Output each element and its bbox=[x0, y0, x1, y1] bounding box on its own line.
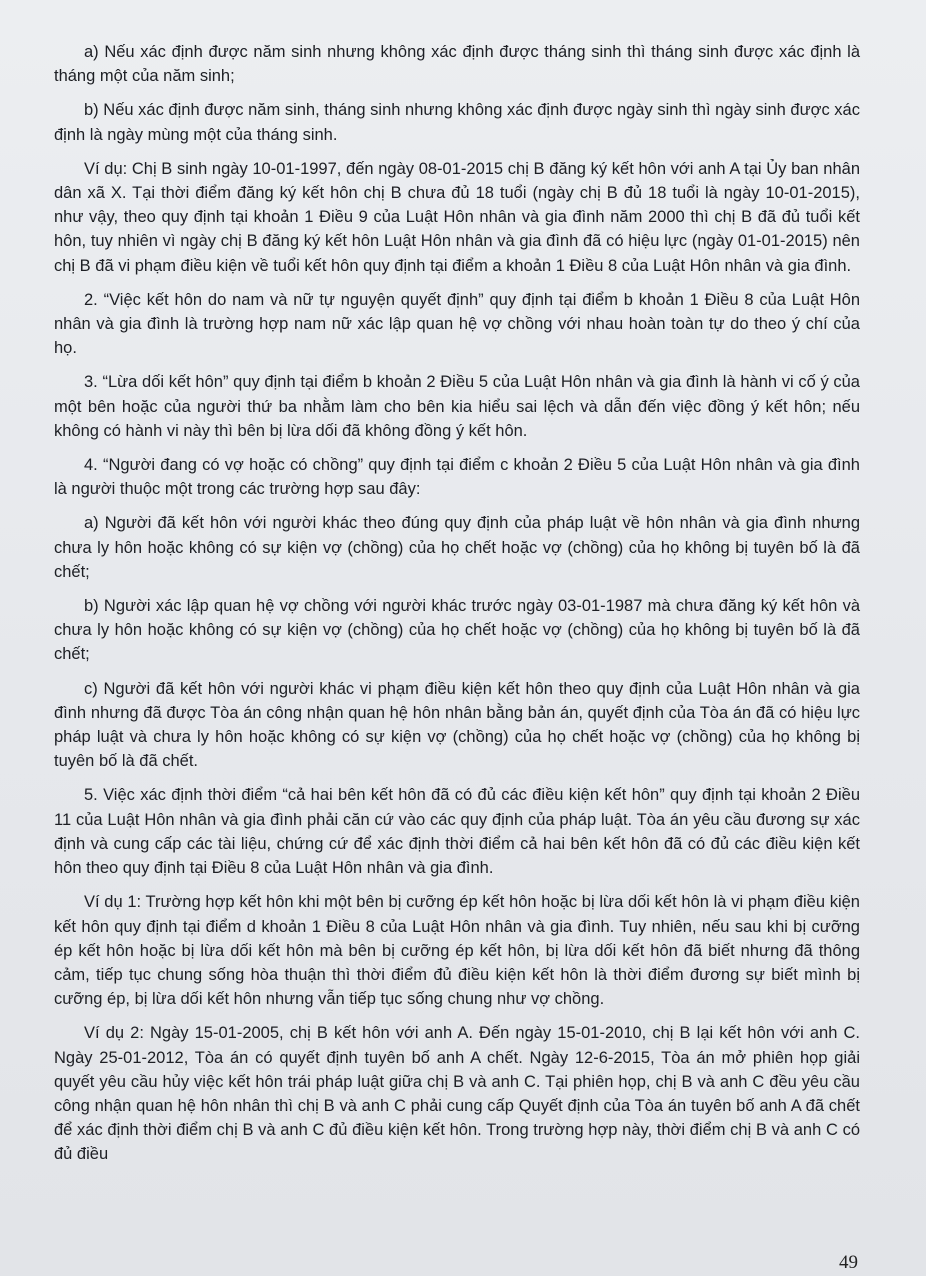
paragraph-5: 3. “Lừa dối kết hôn” quy định tại điểm b khoản 2 Điều 5 của Luật Hôn nhân và gia đình là hành vi cố ý của một bên hoặc của người thứ ba nhằm làm cho bên kia hiểu sai lệch và dẫn đến việc đồng ý kết hôn; nếu không có hành vi này thì bên bị lừa dối đã không đồng ý kết hôn. bbox=[54, 373, 860, 440]
paragraph-1: a) Nếu xác định được năm sinh nhưng không xác định được tháng sinh thì tháng sinh được xác định là tháng một của năm sinh; bbox=[54, 43, 860, 86]
body-text bbox=[54, 40, 860, 1167]
paragraph-3: Ví dụ: Chị B sinh ngày 10-01-1997, đến ngày 08-01-2015 chị B đăng ký kết hôn với anh A tại Ủy ban nhân dân xã X. Tại thời điểm đăng ký kết hôn chị B chưa đủ 18 tuổi (ngày chị B đủ 18 tuổi là ngày 10-01-2015), như vậy, theo quy định tại khoản 1 Điều 9 của Luật Hôn nhân và gia đình năm 2000 thì chị B đã đủ tuổi kết hôn, tuy nhiên vì ngày chị B đăng ký kết hôn Luật Hôn nhân và gia đình đã có hiệu lực (ngày 01-01-2015) nên chị B đã vi phạm điều kiện về tuổi kết hôn quy định tại điểm a khoản 1 Điều 8 của Luật Hôn nhân và gia đình. bbox=[54, 159, 860, 275]
paragraph-4: 2. “Việc kết hôn do nam và nữ tự nguyện quyết định” quy định tại điểm b khoản 1 Điều 8 của Luật Hôn nhân và gia đình là trường hợp nam nữ xác lập quan hệ vợ chồng với nhau hoàn toàn tự do theo ý chí của họ. bbox=[54, 290, 860, 358]
paragraph-6: 4. “Người đang có vợ hoặc có chồng” quy định tại điểm c khoản 2 Điều 5 của Luật Hôn nhân và gia đình là người thuộc một trong các trường hợp sau đây: bbox=[54, 456, 860, 499]
paragraph-10: 5. Việc xác định thời điểm “cả hai bên kết hôn đã có đủ các điều kiện kết hôn” quy định tại khoản 2 Điều 11 của Luật Hôn nhân và gia đình phải căn cứ vào các quy định của pháp luật. Tòa án yêu cầu đương sự xác định và cung cấp các tài liệu, chứng cứ để xác định thời điểm cả hai bên kết hôn đã có đủ các điều kiện kết hôn theo quy định tại Điều 8 của Luật Hôn nhân và gia đình. bbox=[54, 786, 860, 878]
paragraph-7: a) Người đã kết hôn với người khác theo đúng quy định của pháp luật về hôn nhân và gia đình nhưng chưa ly hôn hoặc không có sự kiện vợ (chồng) của họ chết hoặc vợ (chồng) của họ không bị tuyên bố là đã chết; bbox=[54, 514, 860, 581]
page-number: 49 bbox=[839, 1252, 858, 1273]
paragraph-12: Ví dụ 2: Ngày 15-01-2005, chị B kết hôn với anh A. Đến ngày 15-01-2010, chị B lại kết hôn với anh C. Ngày 25-01-2012, Tòa án có quyết định tuyên bố anh A chết. Ngày 12-6-2015, Tòa án mở phiên họp giải quyết yêu cầu hủy việc kết hôn trái pháp luật giữa chị B và anh C. Tại phiên họp, chị B và anh C đều yêu cầu công nhận quan hệ hôn nhân thì chị B và anh C phải cung cấp Quyết định của Tòa án tuyên bố anh A đã chết để xác định thời điểm chị B và anh C đủ điều kiện kết hôn. Trong trường hợp này, thời điểm chị B và anh C có đủ điều bbox=[54, 1024, 860, 1164]
paragraph-9: c) Người đã kết hôn với người khác vi phạm điều kiện kết hôn theo quy định của Luật Hôn nhân và gia đình nhưng đã được Tòa án công nhận quan hệ hôn nhân bằng bản án, quyết định của Tòa án đã có hiệu lực pháp luật và chưa ly hôn hoặc không có sự kiện vợ (chồng) của họ chết hoặc vợ (chồng) của họ không bị tuyên bố là đã chết. bbox=[54, 679, 860, 771]
paragraph-8: b) Người xác lập quan hệ vợ chồng với người khác trước ngày 03-01-1987 mà chưa đăng ký kết hôn và chưa ly hôn hoặc không có sự kiện vợ (chồng) của họ chết hoặc vợ (chồng) của họ không bị tuyên bố là đã chết; bbox=[54, 597, 860, 664]
paragraph-2: b) Nếu xác định được năm sinh, tháng sinh nhưng không xác định được ngày sinh thì ngày sinh được xác định là ngày mùng một của tháng sinh. bbox=[54, 101, 860, 144]
paragraph-11: Ví dụ 1: Trường hợp kết hôn khi một bên bị cưỡng ép kết hôn hoặc bị lừa dối kết hôn là vi phạm điều kiện kết hôn quy định tại điểm d khoản 1 Điều 8 của Luật Hôn nhân và gia đình. Tuy nhiên, nếu sau khi bị cưỡng ép kết hôn hoặc bị lừa dối kết hôn mà bên bị cưỡng ép kết hôn, bị lừa dối kết hôn đã biết nhưng đã thông cảm, tiếp tục chung sống hòa thuận thì thời điểm đủ điều kiện kết hôn là thời điểm đương sự biết mình bị cưỡng ép, bị lừa dối kết hôn nhưng vẫn tiếp tục sống chung như vợ chồng. bbox=[54, 893, 860, 1009]
